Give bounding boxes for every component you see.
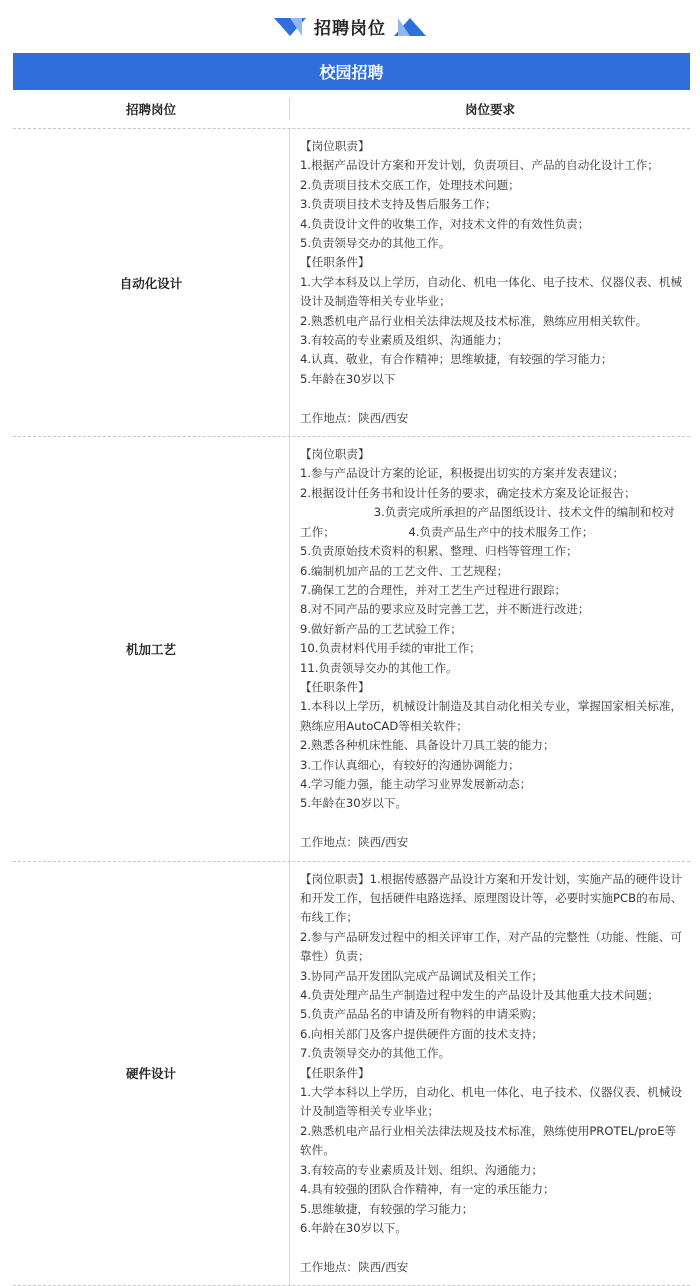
requirement-line: 【岗位职责】	[300, 139, 370, 153]
requirement-line: 3.协同产品开发团队完成产品调试及相关工作；	[300, 968, 543, 983]
triangle-down-icon	[274, 18, 306, 36]
requirement-line: 【任职条件】	[300, 255, 370, 270]
requirement-line: 2.负责项目技术交底工作，处理技术问题；	[300, 177, 520, 192]
requirement-line: 5.思维敏捷，有较强的学习能力；	[300, 1201, 474, 1216]
requirement-line: 2.熟悉机电产品行业相关法律法规及技术标准，熟练应用相关软件。	[300, 313, 648, 328]
campus-recruitment-banner: 校园招聘	[13, 53, 690, 90]
requirement-line: 5.负责产品品名的申请及所有物料的申请采购；	[300, 1007, 543, 1022]
requirement-line: 4.认真、敬业，有合作精神；思维敏捷，有较强的学习能力；	[300, 352, 613, 367]
requirement-line: 11.负责领导交办的其他工作。	[300, 660, 458, 675]
section-title-bar	[0, 0, 700, 53]
requirement-line: 10.负责材料代用手续的审批工作；	[300, 641, 481, 656]
position-requirements	[290, 437, 690, 861]
position-name: 自动化设计	[13, 129, 290, 436]
requirement-line: 工作地点：陕西/西安	[300, 1259, 409, 1274]
requirement-line: 2.熟悉各种机床性能、具备设计刀具工装的能力；	[300, 738, 555, 753]
header-position: 招聘岗位	[13, 98, 290, 120]
position-requirements	[290, 129, 690, 436]
requirement-line: 3.工作认真细心，有较好的沟通协调能力；	[300, 757, 520, 772]
requirement-line: 9.做好新产品的工艺试验工作；	[300, 621, 462, 636]
requirement-line: 工作地点：陕西/西安	[300, 410, 409, 425]
requirement-line: 5.负责原始技术资料的积累、整理、归档等管理工作；	[300, 544, 578, 559]
requirement-line: 4.负责设计文件的收集工作，对技术文件的有效性负责；	[300, 216, 590, 231]
requirement-line: 【任职条件】	[300, 1065, 370, 1080]
requirement-line: 5.负责领导交办的其他工作。	[300, 236, 451, 251]
requirement-line: 3.负责完成所承担的产品图纸设计、技术文件的编制和校对工作； 4.负责产品生产中的技术服务工作；	[300, 505, 675, 539]
requirement-line: 2.参与产品研发过程中的相关评审工作，对产品的完整性（功能、性能、可靠性）负责；	[300, 929, 683, 964]
requirement-line: 工作地点：陕西/西安	[300, 835, 409, 850]
table-header	[13, 90, 690, 129]
requirement-line: 2.熟悉机电产品行业相关法律法规及技术标准，熟练使用PROTEL/proE等软件。	[300, 1123, 677, 1158]
requirement-line: 1.根据产品设计方案和开发计划，负责项目、产品的自动化设计工作；	[300, 158, 659, 173]
requirement-line: 4.具有较强的团队合作精神，有一定的承压能力；	[300, 1182, 555, 1197]
requirement-line: 1.参与产品设计方案的论证，积极提出切实的方案并发表建议；	[300, 466, 625, 481]
triangle-up-icon	[394, 18, 426, 36]
table-row	[13, 862, 690, 1286]
position-name: 硬件设计	[13, 862, 290, 1286]
position-name: 机加工艺	[13, 437, 290, 861]
requirement-line: 1.本科以上学历，机械设计制造及其自动化相关专业，掌握国家相关标准，熟练应用AutoCAD等相关软件；	[300, 699, 683, 733]
recruitment-table-card	[13, 53, 690, 1286]
requirement-line: 1.大学本科及以上学历，自动化、机电一体化、电子技术、仪器仪表、机械设计及制造等相关专业毕业；	[300, 274, 683, 309]
requirement-line: 7.负责领导交办的其他工作。	[300, 1046, 451, 1061]
table-row	[13, 437, 690, 862]
position-requirements	[290, 862, 690, 1286]
table-row	[13, 129, 690, 437]
requirement-line: 5.年龄在30岁以下。	[300, 796, 407, 811]
requirement-line: 6.编制机加产品的工艺文件、工艺规程；	[300, 563, 509, 578]
requirement-line: 6.向相关部门及客户提供硬件方面的技术支持；	[300, 1026, 543, 1041]
requirement-line: 6.年龄在30岁以下。	[300, 1220, 407, 1235]
blank-line	[300, 1238, 686, 1257]
requirement-line: 【岗位职责】1.根据传感器产品设计方案和开发计划，实施产品的硬件设计和开发工作，包括硬件电路选择、原理图设计等，必要时实施PCB的布局、布线工作；	[300, 871, 683, 925]
requirement-line: 【任职条件】	[300, 679, 370, 694]
blank-line	[300, 389, 686, 408]
requirement-line: 1.大学本科以上学历，自动化、机电一体化、电子技术、仪器仪表、机械设计及制造等相关专业毕业；	[300, 1085, 683, 1119]
requirement-line: 8.对不同产品的要求应及时完善工艺，并不断进行改进；	[300, 602, 590, 617]
requirement-line: 4.学习能力强，能主动学习业界发展新动态；	[300, 776, 532, 791]
requirement-line: 2.根据设计任务书和设计任务的要求，确定技术方案及论证报告；	[300, 485, 636, 500]
requirement-line: 3.负责项目技术支持及售后服务工作；	[300, 197, 497, 212]
table-body	[13, 129, 690, 1286]
page-title: 招聘岗位	[314, 19, 386, 39]
requirement-line: 【岗位职责】	[300, 447, 370, 462]
requirement-line: 3.有较高的专业素质及计划、组织、沟通能力；	[300, 1162, 543, 1177]
requirement-line: 5.年龄在30岁以下	[300, 371, 396, 386]
requirement-line: 4.负责处理产品生产制造过程中发生的产品设计及其他重大技术问题；	[300, 988, 659, 1003]
requirement-line: 7.确保工艺的合理性，并对工艺生产过程进行跟踪；	[300, 582, 567, 597]
header-requirements: 岗位要求	[464, 102, 515, 117]
blank-line	[300, 814, 686, 833]
requirement-line: 3.有较高的专业素质及组织、沟通能力；	[300, 333, 509, 348]
